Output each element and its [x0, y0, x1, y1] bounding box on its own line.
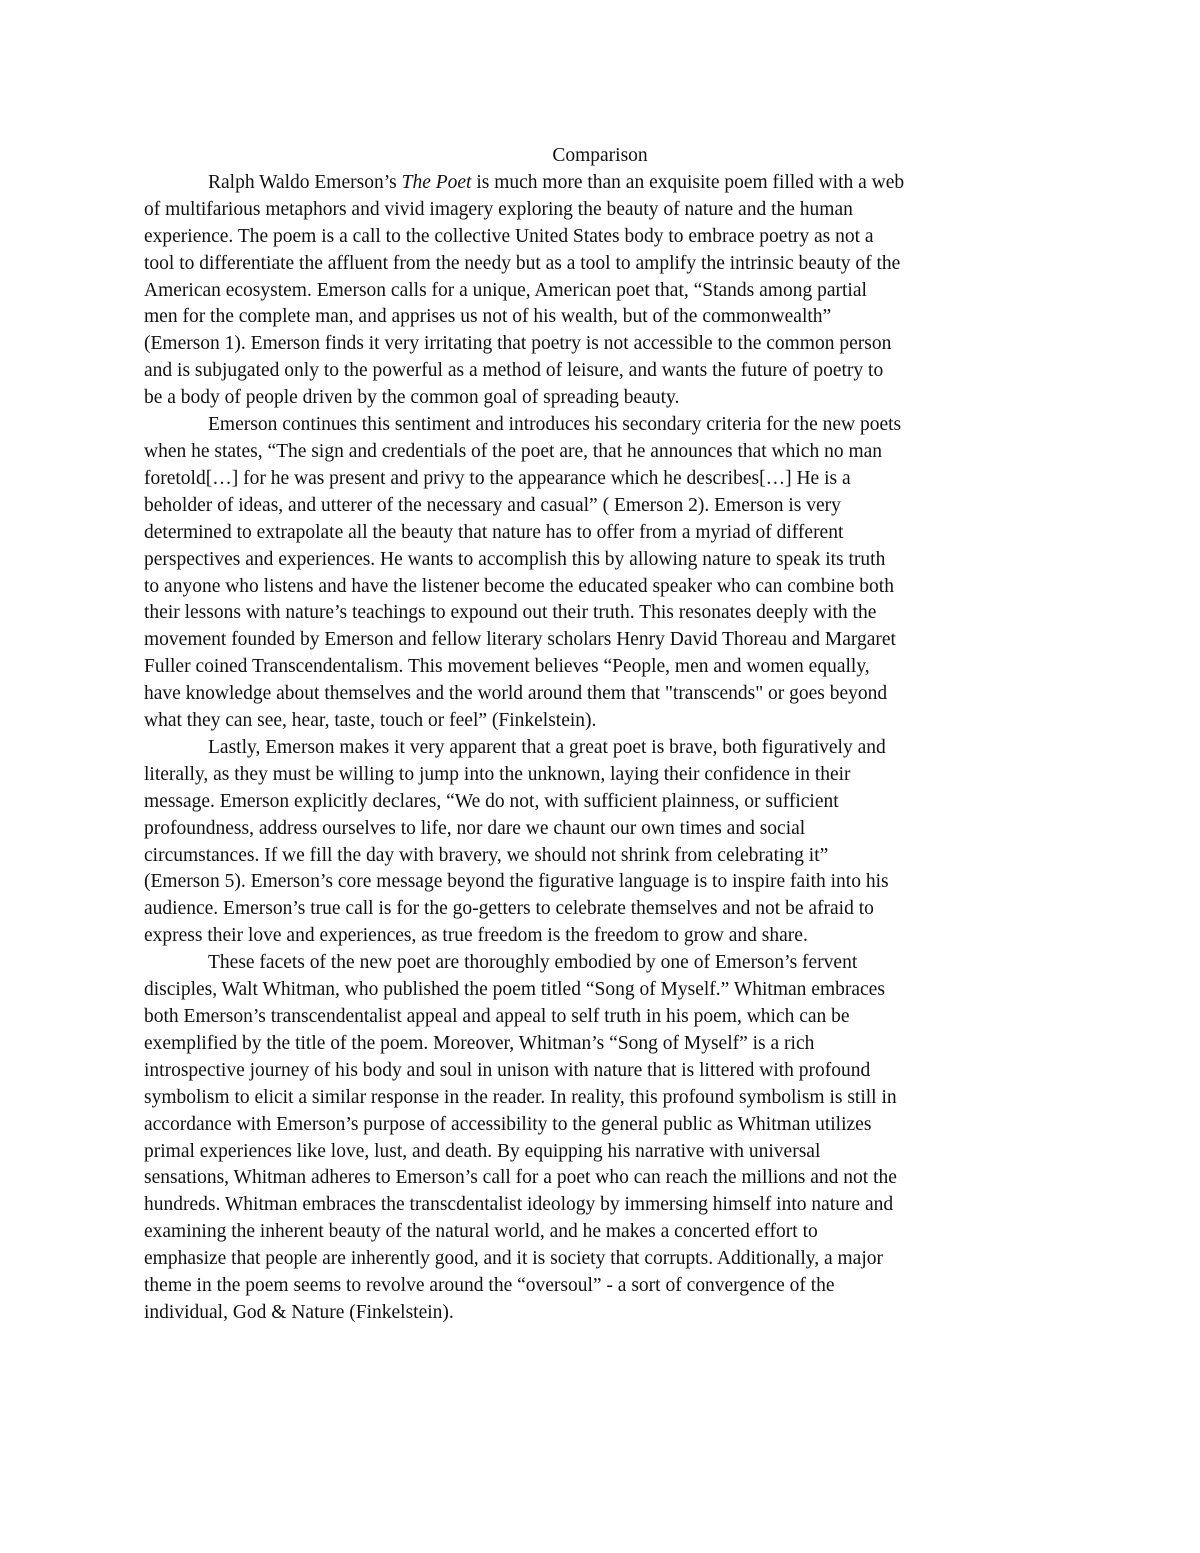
text-line: message. Emerson explicitly declares, “We do not, with sufficient plainness, or sufficient — [144, 790, 839, 812]
text-line: symbolism to elicit a similar response in the reader. In reality, this profound symbolism is still in — [144, 1086, 897, 1108]
paragraph — [144, 170, 1056, 412]
text-line: exemplified by the title of the poem. Moreover, Whitman’s “Song of Myself” is a rich — [144, 1032, 815, 1054]
document-title: Comparison — [552, 145, 648, 166]
text-line: and is subjugated only to the powerful as a method of leisure, and wants the future of poetry to — [144, 360, 884, 382]
text-line: movement founded by Emerson and fellow literary scholars Henry David Thoreau and Margaret — [144, 629, 896, 651]
text-line: be a body of people driven by the common goal of spreading beauty. — [144, 387, 680, 409]
text-line: perspectives and experiences. He wants to accomplish this by allowing nature to speak its truth — [144, 548, 886, 570]
text-line: tool to differentiate the affluent from the needy but as a tool to amplify the intrinsic beauty of the — [144, 252, 901, 274]
text-line: beholder of ideas, and utterer of the necessary and casual” ( Emerson 2). Emerson is very — [144, 494, 841, 516]
text-line: to anyone who listens and have the listener become the educated speaker who can combine both — [144, 575, 894, 597]
text-line: examining the inherent beauty of the natural world, and he makes a concerted effort to — [144, 1221, 818, 1243]
text-line: Emerson continues this sentiment and introduces his secondary criteria for the new poets — [208, 414, 902, 436]
text-line: foretold[…] for he was present and privy to the appearance which he describes[…] He is a — [144, 467, 851, 489]
text-line: audience. Emerson’s true call is for the go-getters to celebrate themselves and not be afraid to — [144, 898, 874, 920]
paragraph — [144, 950, 1056, 1327]
text-line: American ecosystem. Emerson calls for a unique, American poet that, “Stands among partial — [144, 279, 867, 301]
text-line: profoundness, address ourselves to life, nor dare we chaunt our own times and social — [144, 817, 806, 839]
text-line: emphasize that people are inherently good, and it is society that corrupts. Additionally, a major — [144, 1248, 883, 1270]
text-line: what they can see, hear, taste, touch or feel” (Finkelstein). — [144, 710, 597, 732]
text-line: experience. The poem is a call to the collective United States body to embrace poetry as not a — [144, 225, 874, 247]
text-line: Fuller coined Transcendentalism. This movement believes “People, men and women equally, — [144, 656, 870, 678]
text-line: literally, as they must be willing to jump into the unknown, laying their confidence in their — [144, 763, 851, 785]
text-line: These facets of the new poet are thoroughly embodied by one of Emerson’s fervent — [208, 952, 858, 974]
text-line: of multifarious metaphors and vivid imagery exploring the beauty of nature and the human — [144, 198, 853, 220]
text-line: express their love and experiences, as true freedom is the freedom to grow and share. — [144, 925, 808, 947]
text-line: men for the complete man, and apprises us not of his wealth, but of the commonwealth” — [144, 306, 832, 328]
text-line: theme in the poem seems to revolve around the “oversoul” - a sort of convergence of the — [144, 1275, 835, 1297]
document-body — [144, 170, 1056, 1327]
text-line: Lastly, Emerson makes it very apparent that a great poet is brave, both figuratively and — [208, 736, 886, 758]
paragraph — [144, 412, 1056, 735]
text-line: Ralph Waldo Emerson’s The Poet is much more than an exquisite poem filled with a web — [208, 171, 905, 193]
text-line: primal experiences like love, lust, and death. By equipping his narrative with universal — [144, 1140, 821, 1162]
paragraph — [144, 735, 1056, 950]
text-line: both Emerson’s transcendentalist appeal and appeal to self truth in his poem, which can be — [144, 1006, 850, 1027]
italic-title: The Poet — [401, 171, 472, 193]
text-line: sensations, Whitman adheres to Emerson’s call for a poet who can reach the millions and not the — [144, 1167, 897, 1189]
text-line: when he states, “The sign and credentials of the poet are, that he announces that which no man — [144, 440, 883, 462]
text-line: disciples, Walt Whitman, who published the poem titled “Song of Myself.” Whitman embraces — [144, 979, 885, 1001]
text-line: accordance with Emerson’s purpose of accessibility to the general public as Whitman utilizes — [144, 1113, 872, 1135]
text-line: hundreds. Whitman embraces the transcdentalist ideology by immersing himself into nature and — [144, 1194, 894, 1216]
text-line: determined to extrapolate all the beauty that nature has to offer from a myriad of different — [144, 521, 844, 543]
text-line: circumstances. If we fill the day with bravery, we should not shrink from celebrating it” — [144, 844, 829, 866]
document-page — [144, 143, 1056, 1327]
text-line: individual, God & Nature (Finkelstein). — [144, 1301, 454, 1323]
text-line: introspective journey of his body and soul in unison with nature that is littered with profound — [144, 1059, 871, 1081]
text-line: (Emerson 5). Emerson’s core message beyond the figurative language is to inspire faith into his — [144, 871, 889, 893]
text-line: (Emerson 1). Emerson finds it very irritating that poetry is not accessible to the common person — [144, 333, 892, 355]
text-line: have knowledge about themselves and the world around them that "transcends" or goes beyond — [144, 683, 888, 705]
text-line: their lessons with nature’s teachings to expound out their truth. This resonates deeply with the — [144, 602, 877, 624]
